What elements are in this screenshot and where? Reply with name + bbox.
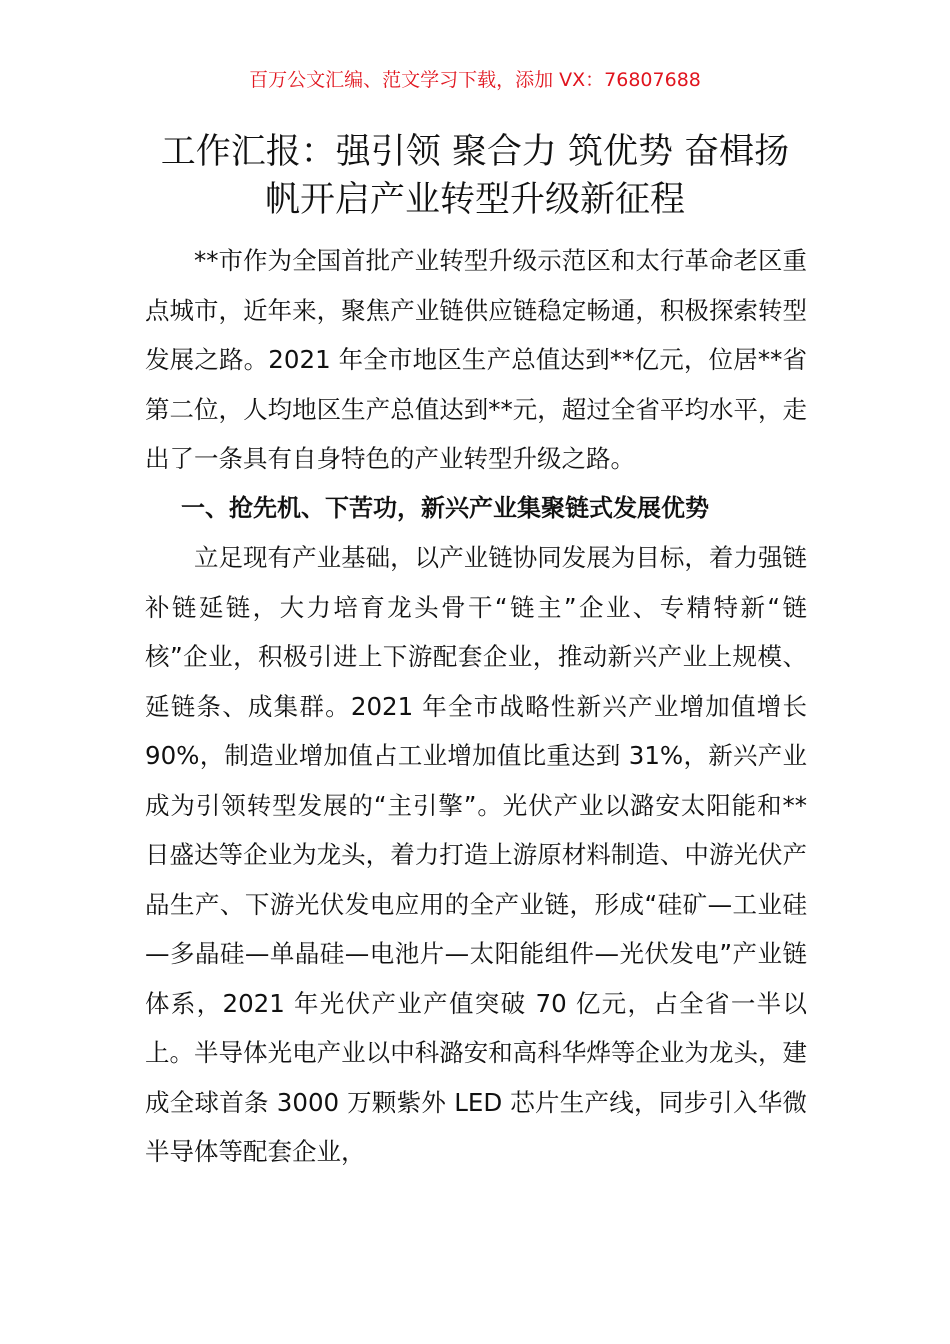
header-note: 百万公文汇编、范文学习下载，添加 VX：76807688 — [249, 69, 701, 91]
title-line-2: 帆开启产业转型升级新征程 — [264, 180, 685, 220]
title-line-1: 工作汇报：强引领 聚合力 筑优势 奋楫扬 — [160, 132, 790, 172]
section-1-heading: 一、抢先机、下苦功，新兴产业集聚链式发展优势 — [181, 493, 709, 522]
document-body — [145, 236, 807, 1177]
section-1-paragraph: 立足现有产业基础，以产业链协同发展为目标，着力强链补链延链，大力培育龙头骨干“链主”企业、专精特新“链核”企业，积极引进上下游配套企业，推动新兴产业上规模、延链条、成集群。2021 年全市战略性新兴产业增加值增长 90%，制造业增加值占工业增加值比重达到 31%，新兴产业成为引领转型发展的“主引擎”。光伏产业以潞安太阳能和**日盛达等企业为龙头，着力打造上游原材料制造、中游光伏产品生产、下游光伏发电应用的全产业链，形成“硅矿—工业硅—多晶硅—单晶硅—电池片—太阳能组件—光伏发电”产业链体系，2021 年光伏产业产值突破 70 亿元，占全省一半以上。半导体光电产业以中科潞安和高科华烨等企业为龙头，建成全球首条 3000 万颗紫外 LED 芯片生产线，同步引入华微半导体等配套企业， — [145, 543, 807, 1166]
document-title — [140, 128, 810, 224]
intro-paragraph: **市作为全国首批产业转型升级示范区和太行革命老区重点城市，近年来，聚焦产业链供应链稳定畅通，积极探索转型发展之路。2021 年全市地区生产总值达到**亿元，位居**省第二位，人均地区生产总值达到**元，超过全省平均水平，走出了一条具有自身特色的产业转型升级之路。 — [145, 246, 807, 473]
